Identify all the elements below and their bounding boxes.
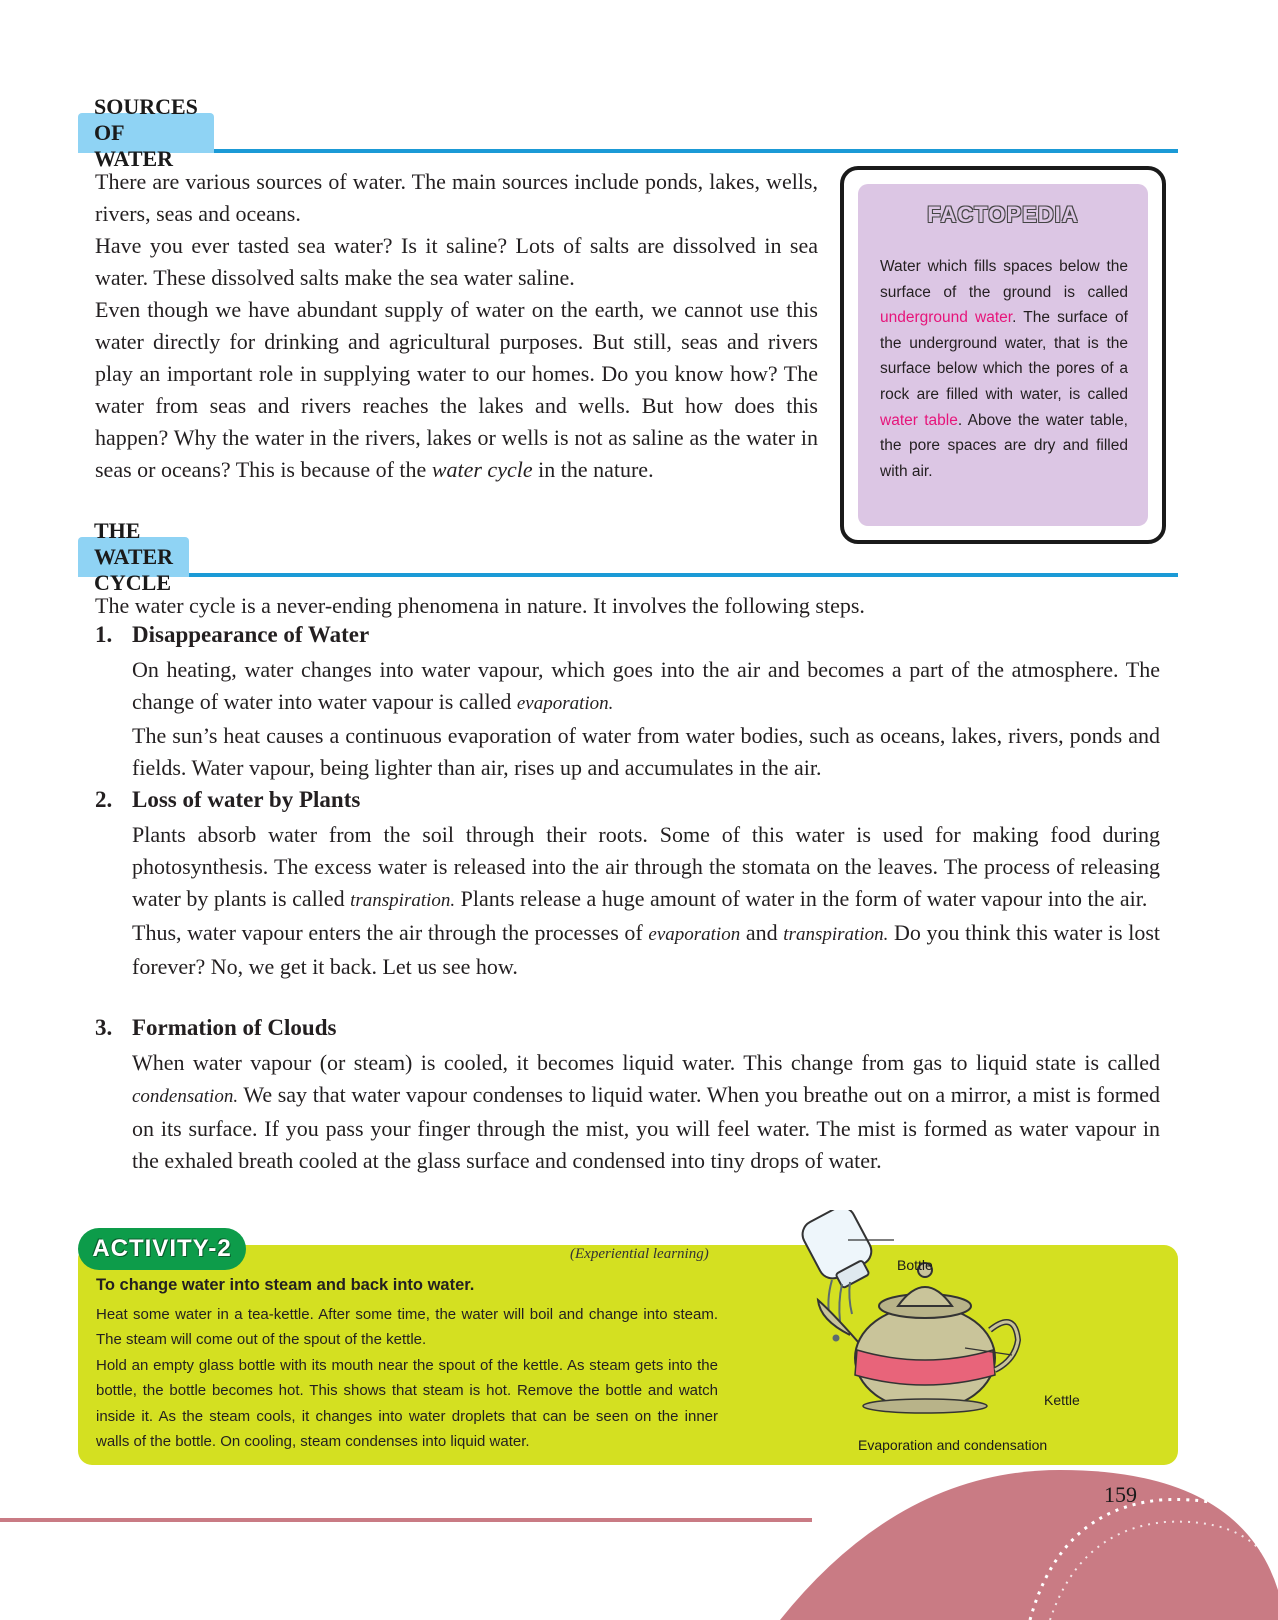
bottle-icon <box>798 1210 882 1294</box>
heading-rule <box>78 149 1178 153</box>
sources-paragraph-1: There are various sources of water. The main sources include ponds, lakes, wells, rivers, seas and oceans. <box>95 169 818 226</box>
water-cycle-heading: THE WATER CYCLE <box>78 537 189 577</box>
label-kettle: Kettle <box>1044 1392 1080 1408</box>
activity-text-2: Hold an empty glass bottle with its mouth near the spout of the kettle. As steam gets into the bottle, the bottle becomes hot. This shows that steam is hot. Remove the bottle and watch inside it. As the steam cools, it changes into water droplets that can be seen on the inner walls of the bottle. On cooling, steam condenses into liquid water. <box>96 1356 718 1451</box>
step-2-paragraph-2: Thus, water vapour enters the air through the processes of evaporation and transpiration. Do you think this water is lost forever? No, we get it back. Let us see how. <box>132 920 1161 979</box>
step-1-paragraph-2: The sun’s heat causes a continuous evaporation of water from water bodies, such as oceans, lakes, rivers, ponds and fields. Water vapour, being lighter than air, rises up and accumulates in the air. <box>132 723 1160 780</box>
step-2-body <box>132 819 1160 983</box>
factopedia-text: Water which fills spaces below the surface of the ground is called underground water. The surface of the underground water, that is the surface below which the pores of a rock are filled with water, is called water table. Above the water table, the pore spaces are dry and filled with air. <box>880 258 1128 480</box>
footer-decoration <box>0 1470 1278 1620</box>
sources-paragraph-2: Have you ever tasted sea water? Is it saline? Lots of salts are dissolved in sea water. These dissolved salts make the sea water saline. <box>95 233 818 290</box>
kettle-bottle-illustration <box>790 1210 1070 1430</box>
step-3-paragraph-1: When water vapour (or steam) is cooled, it becomes liquid water. This change from gas to liquid state is called condensation. We say that water vapour condenses to liquid water. When you breathe out on a mirror, a mist is formed on its surface. If you pass your finger through the mist, you will feel water. The mist is formed as water vapour in the exhaled breath cooled at the glass surface and condensed into tiny drops of water. <box>132 1050 1160 1173</box>
page-number: 159 <box>1104 1482 1137 1507</box>
sources-text <box>95 166 818 486</box>
activity-text-1: Heat some water in a tea-kettle. After some time, the water will boil and change into steam. The steam will come out of the spout of the kettle. <box>96 1306 718 1349</box>
figure-caption: Evaporation and condensation <box>858 1437 1048 1453</box>
activity-subtitle: (Experiential learning) <box>570 1246 709 1262</box>
activity-text <box>96 1302 718 1454</box>
step-3-heading: 3. Formation of Clouds <box>95 1015 337 1040</box>
step-1-body <box>132 654 1160 784</box>
step-2-paragraph-1: Plants absorb water from the soil through their roots. Some of this water is used for making food during photosynthesis. The excess water is released into the air through the stomata on the leaves. The process of releasing water by plants is called transpiration. Plants release a huge amount of water in the form of water vapour into the air. <box>132 822 1160 911</box>
sources-heading: SOURCES OF WATER <box>78 113 214 153</box>
activity-tag: ACTIVITY-2 <box>78 1228 246 1270</box>
factopedia-title: FACTOPEDIA <box>927 202 1079 227</box>
label-bottle: Bottle <box>897 1257 933 1273</box>
water-cycle-intro: The water cycle is a never-ending phenomena in nature. It involves the following steps. <box>95 593 865 618</box>
factopedia-panel <box>858 184 1148 526</box>
step-1-paragraph-1: On heating, water changes into water vapour, which goes into the air and becomes a part of the atmosphere. The change of water into water vapour is called evaporation. <box>132 657 1160 714</box>
step-3-body <box>132 1047 1160 1177</box>
step-2-heading: 2. Loss of water by Plants <box>95 787 361 812</box>
term-underground-water: underground water <box>880 309 1013 327</box>
term-water-table: water table <box>880 411 958 429</box>
heading-rule <box>78 573 1178 577</box>
activity-heading: To change water into steam and back into water. <box>96 1276 475 1294</box>
step-1-heading: 1. Disappearance of Water <box>95 622 370 647</box>
sources-paragraph-3: Even though we have abundant supply of water on the earth, we cannot use this water directly for drinking and agricultural purposes. But still, seas and rivers play an important role in supplying water to our homes. Do you know how? The water from seas and rivers reaches the lakes and wells. But how does this happen? Why the water in the rivers, lakes or wells is not as saline as the water in seas or oceans? This is because of the water cycle in the nature. <box>95 297 818 482</box>
factopedia-box <box>840 166 1166 544</box>
